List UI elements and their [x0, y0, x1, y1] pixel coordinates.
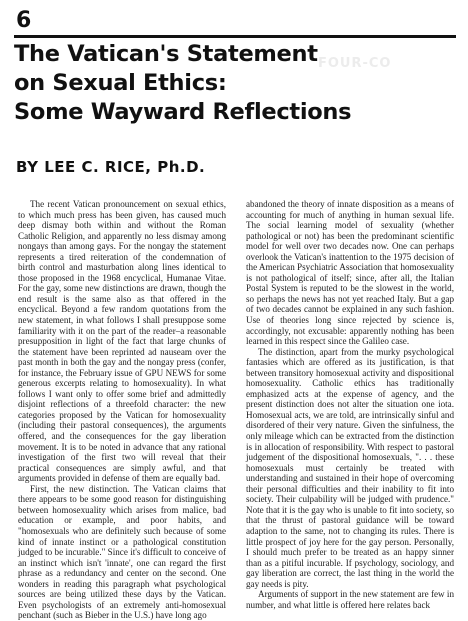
article-headline: [14, 40, 434, 127]
article-byline: BY LEE C. RICE, Ph.D.: [16, 158, 206, 176]
page-number: 6: [16, 8, 32, 33]
column-left: [18, 199, 226, 621]
paragraph: The distinction, apart from the murky psychological fantasies which are offered as its justification, is that between transitory homosexual activity and dispositional homosexuality. Catholic ethics has traditionally emphasized acts at the expense of agency, and the present distinction does not alter the situation one iota. Homosexual acts, we are told, are intrinsically sinful and disordered of their very nature. Given the sinfulness, the only mileage which can be extracted from the distinction is in allocation of responsibility. With respect to pastoral judgement of the dispositional homosexuals, ". . . these homosexuals must certainly be treated with understanding and sustained in their hope of overcoming their personal difficulties and their inability to fit into society. Their culpability will be judged with prudence." Note that it is the gay who is unable to fit into society, so that the thrust of pastoral guidance will be toward adaption to the same, not to changing its rules. There is little prospect of joy here for the gay person. Personally, I should much prefer to be treated as an happy sinner than as a pitiful incurable. If psychology, sociology, and gay liberation are correct, the last thing in the world the gay needs is pity.: [246, 346, 454, 589]
header-rule: [14, 35, 456, 38]
headline-line-3: Some Wayward Reflections: [14, 99, 352, 125]
paragraph: The recent Vatican pronouncement on sexual ethics, to which much press has been given, has caused much deep dismay both within and without the Roman Catholic Religion, and apparently no less dismay among nongays than among gays. For the nongay the statement represents a tired reiteration of the condemnation of birth control and masturbation along lines identical to those proposed in the 1968 encyclical, Humanae Vitae. For the gay, some new distinctions are drawn, though the end result is the same also as that offered in the encyclical. Beyond a few random quotations from the new statement, in what follows I shall presuppose some familiarity with it on the part of the reader–a reasonable presupposition in light of the fact that large chunks of the statement have been reprinted ad nauseam over the past month in both the gay and the nongay press (confer, for instance, the February issue of GPU NEWS for some generous excerpts relating to homosexuality). In what follows I want only to offer some brief and admittedly disjoint reflections of a threefold character: the new categories proposed by the Vatican for homosexuality (including their pastoral consequences), the arguments offered, and the consequences for the gay liberation movement. It is to be noted in advance that any rational investigation of the first two will reveal that their practical consequences are simply awful, and that arguments provided in defense of them are equally bad.: [18, 199, 226, 484]
headline-line-1: The Vatican's Statement: [14, 41, 318, 67]
headline-line-2: on Sexual Ethics:: [14, 70, 227, 96]
paragraph: Arguments of support in the new statement are few in number, and what little is offered here relates back: [246, 589, 454, 610]
paragraph: First, the new distinction. The Vatican claims that there appears to be some good reason for distinguishing between homosexuality which arises from malice, bad education or example, and poor habits, and "homosexuals who are definitely such because of some kind of innate instinct or a pathological constitution judged to be incurable." Since it's difficult to conceive of an instinct which isn't 'innate', one can regard the first phrase as a redundancy and center on the second. One wonders in reading this paragraph what psychological sources are being utilized these days by the Vatican. Even psychologists of an extremely anti-homosexual penchant (such as Bieber in the U.S.) have long ago: [18, 483, 226, 621]
column-right: [246, 199, 454, 610]
watermark-bleed-text: FOUR-CO: [318, 56, 392, 71]
article-body: [18, 199, 454, 621]
paragraph: abandoned the theory of innate disposition as a means of accounting for much of anything in human sexual life. The social learning model of sexuality (whether pathological or not) has been the predominant scientific model for well over two decades now. One can perhaps overlook the Vatican's inattention to the 1975 decision of the American Psychiatric Association that homosexuality is not pathological of itself; since, after all, the Italian Postal System is reputed to be the slowest in the world, so perhaps the news has not yet reached Italy. But a gap of two decades cannot be explained in any such fashion. Use of theories long since rejected by science is, accordingly, not excusable: apparently nothing has been learned in this respect since the Galileo case.: [246, 199, 454, 347]
